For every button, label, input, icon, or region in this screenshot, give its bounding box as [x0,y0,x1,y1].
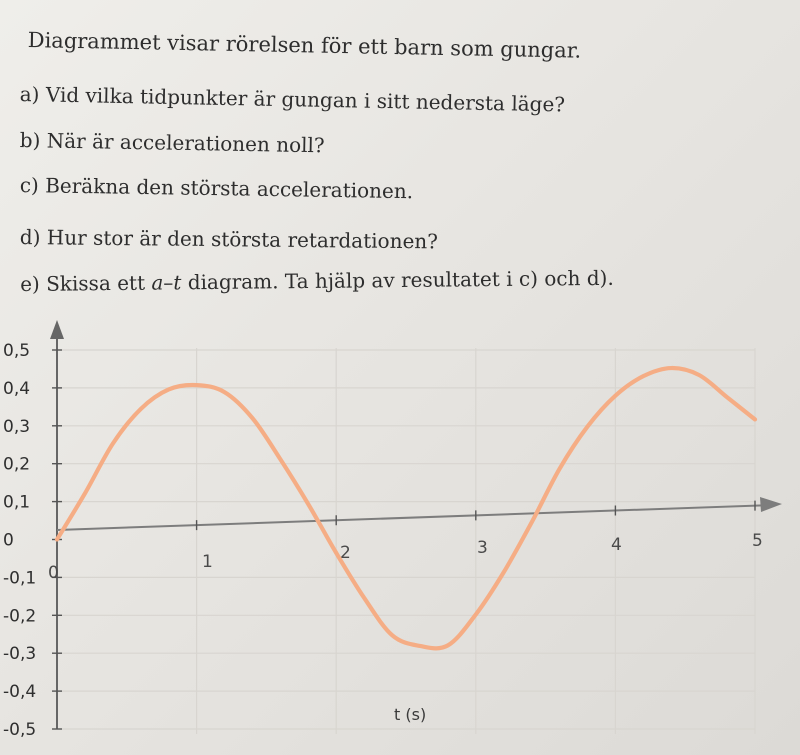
position-data-point [112,443,114,445]
position-data-point [587,426,589,428]
x-tick-label: 1 [202,552,213,572]
position-data-point [754,419,756,421]
x-tick-label: 2 [340,543,351,563]
question-e-text-before: Skissa ett [45,270,152,296]
problem-intro: Diagrammet visar rörelsen för ett barn som gungar. [27,28,582,63]
position-data-point [363,597,365,599]
position-data-point [279,458,281,460]
position-data-point [419,645,421,647]
position-data-point [642,375,644,377]
y-axis-arrow-icon [50,320,64,339]
position-data-point [224,391,226,393]
position-data-point [335,552,337,554]
chart-axes [50,320,782,729]
position-series-line [57,368,755,648]
position-data-point [140,408,142,410]
x-tick-label: 3 [477,538,488,558]
chart-curve-layer [56,367,756,648]
question-c-text: Beräkna den största accelerationen. [44,173,414,204]
position-data-point [252,417,254,419]
y-tick-label: 0,4 [3,378,31,399]
position-data-point [670,367,672,369]
question-e-text-after: diagram. Ta hjälp av resultatet i c) och d). [181,265,614,295]
question-c-label: c) [19,173,40,198]
question-b-label: b) [19,128,41,153]
position-data-point [307,503,309,505]
y-tick-label: 0 [3,530,14,551]
question-a-label: a) [19,82,40,107]
x-axis-label: t (s) [394,705,427,724]
origin-label: 0 [48,563,59,583]
y-tick-label: -0,5 [3,720,37,740]
x-axis-arrow-icon [760,497,782,512]
position-data-point [391,634,393,636]
y-tick-label: -0,2 [3,606,37,627]
y-tick-label: 0,2 [3,454,31,475]
question-e-label: e) [20,271,40,296]
position-data-point [84,493,86,495]
chart-labels [3,341,763,740]
question-e-italic-a: a [151,270,164,295]
chart-grid [57,348,755,734]
position-data-point [168,389,170,391]
y-tick-label: 0,1 [3,492,31,513]
x-tick-label: 4 [611,535,622,555]
position-data-point [56,539,58,541]
question-d-label: d) [19,225,41,250]
question-b-text: När är accelerationen noll? [46,128,325,158]
y-tick-label: 0,3 [3,416,31,437]
question-d-text: Hur stor är den största retardationen? [46,225,439,254]
question-e-dash: – [163,270,174,295]
position-data-point [196,384,198,386]
position-data-point [503,571,505,573]
position-data-point [475,614,477,616]
y-tick-label: 0,5 [3,341,31,361]
y-tick-label: -0,3 [3,644,37,665]
position-data-point [615,395,617,397]
position-data-point [531,522,533,524]
position-data-point [559,468,561,470]
position-data-point [698,374,700,376]
question-a-text: Vid vilka tidpunkter är gungan i sitt nedersta läge? [45,82,566,117]
x-tick-label: 5 [752,531,763,551]
x-axis-line [57,505,773,530]
position-data-point [726,396,728,398]
y-tick-label: -0,4 [3,682,37,703]
position-data-point [447,644,449,646]
question-e-italic-t: t [173,270,182,295]
y-tick-label: -0,1 [3,568,37,589]
